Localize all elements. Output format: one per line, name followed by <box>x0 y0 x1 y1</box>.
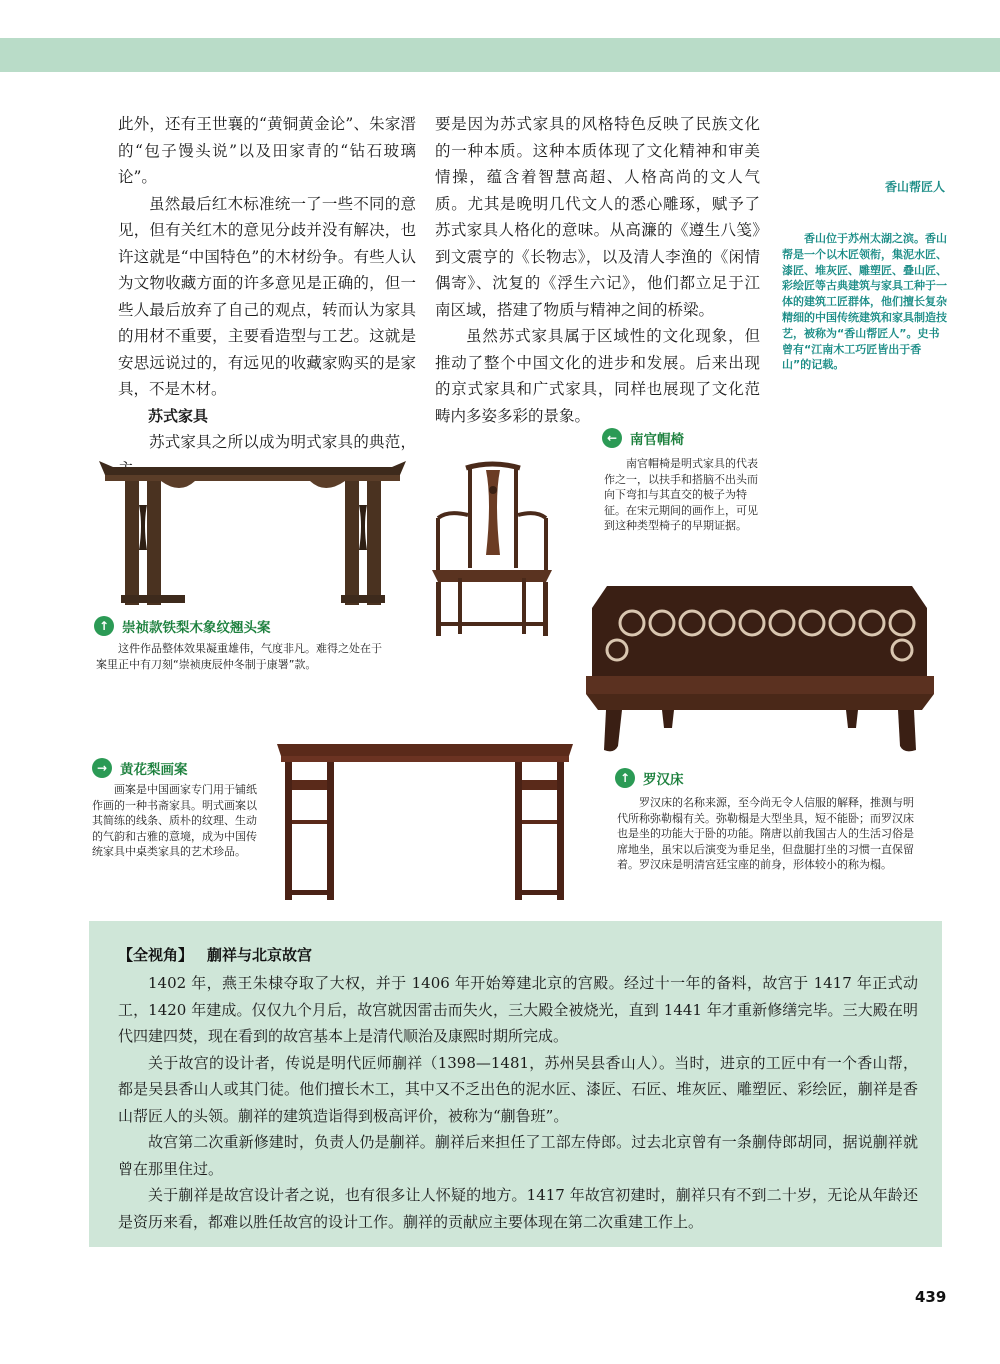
paragraph: 关于故宫的设计者，传说是明代匠师蒯祥（1398—1481，苏州吴县香山人）。当时，进京的工匠中有一个香山帮，都是吴县香山人或其门徒。他们擅长木工，其中又不乏出色的泥水匠、漆匠、石匠、堆灰匠、雕塑匠、彩绘匠，蒯祥是香山帮匠人的头领。蒯祥的建筑造诣得到极高评价，被称为“蒯鲁班”。 <box>118 1053 918 1125</box>
body-column-middle <box>435 111 760 429</box>
caption-title-painting-table: → 黄花梨画案 <box>92 758 188 778</box>
page-number: 439 <box>915 1288 947 1306</box>
arrow-up-icon: ↑ <box>94 616 114 636</box>
body-column-left <box>118 111 416 482</box>
paragraph: 要是因为苏式家具的风格特色反映了民族文化的一种本质。这种本质体现了文化精神和审美情操，蕴含着智慧高超、人格高尚的文人气质。尤其是晚明几代文人的悉心雕琢，赋予了苏式家具人格化的意味。从高濂的《遵生八笺》到文震亨的《长物志》，以及清人李渔的《闲情偶寄》、沈复的《浮生六记》，他们都立足于江南区域，搭建了物质与精神之间的桥梁。 <box>435 115 760 319</box>
caption-title-luohan-bed: ↑ 罗汉床 <box>615 768 684 788</box>
paragraph: 此外，还有王世襄的“黄铜黄金论”、朱家溍的“包子馒头说”以及田家青的“钻石玻璃论”。 <box>118 115 416 186</box>
paragraph: 故宫第二次重新修建时，负责人仍是蒯祥。蒯祥后来担任了工部左侍郎。过去北京曾有一条蒯侍郎胡同，据说蒯祥就曾在那里住过。 <box>118 1133 918 1178</box>
caption-text-luohan-bed: 罗汉床的名称来源，至今尚无令人信服的解释，推测与明代所称弥勒榻有关。弥勒榻是大型坐具，短不能卧；而罗汉床也是坐的功能大于卧的功能。隋唐以前我国古人的生活习俗是席地坐，虽宋以后演变为垂足坐，但盘腿打坐的习惯一直保留着。罗汉床是明清宫廷宝座的前身，形体较小的称为榻。 <box>617 796 914 872</box>
painting-table-photo <box>275 740 575 903</box>
arrow-up-icon: ↑ <box>615 768 635 788</box>
caption-title-altar-table: ↑ 崇祯款铁梨木象纹翘头案 <box>94 616 271 636</box>
altar-table-photo <box>95 455 410 607</box>
sidebar-title: 香山帮匠人 <box>884 180 945 194</box>
paragraph: 虽然最后红木标准统一了一些不同的意见，但有关红木的意见分歧并没有解决，也许这就是“中国特色”的木材纷争。有些人认为文物收藏方面的许多意见是正确的，但一些人最后放弃了自己的观点，转而认为家具的用材不重要，主要看造型与工艺。这就是安思远说过的，有远见的收藏家购买的是家具，不是木材。 <box>118 194 416 398</box>
paragraph: 虽然苏式家具属于区域性的文化现象，但推动了整个中国文化的进步和发展。后来出现的京式家具和广式家具，同样也展现了文化范畴内多姿多彩的景象。 <box>435 327 760 425</box>
section-heading: 苏式家具 <box>148 406 209 425</box>
paragraph: 1402 年，燕王朱棣夺取了大权，并于 1406 年开始筹建北京的宫殿。经过十一年的备料，故宫于 1417 年正式动工，1420 年建成。仅仅九个月后，故宫就因雷击而失火，三大殿全被烧光，直到 1441 年才重新修缮完毕。三大殿在明代四建四焚，现在看到的故宫基本上是清代顺治及康熙时期所完成。 <box>118 974 918 1045</box>
caption-text-altar-table: 这件作品整体效果凝重雄伟，气度非凡。难得之处在于案里正中有刀刻“崇祯庚辰仲冬制于康署”款。 <box>96 642 382 671</box>
caption-title-chair: ← 南官帽椅 <box>602 428 684 448</box>
arrow-left-icon: ← <box>602 428 622 448</box>
paragraph: 关于蒯祥是故宫设计者之说，也有很多让人怀疑的地方。1417 年故宫初建时，蒯祥只有不到二十岁，无论从年龄还是资历来看，都难以胜任故宫的设计工作。蒯祥的贡献应主要体现在第二次重建工作上。 <box>118 1186 918 1231</box>
sidebar-text: 香山位于苏州太湖之滨。香山帮是一个以木匠领衔，集泥水匠、漆匠、堆灰匠、雕塑匠、叠山匠、彩绘匠等古典建筑与家具工种于一体的建筑工匠群体，他们擅长复杂精细的中国传统建筑和家具制造技艺，被称为“香山帮匠人”。史书曾有“江南木工巧匠皆出于香山”的记载。 <box>782 232 947 372</box>
panel-title: 蒯祥与北京故宫 <box>207 946 313 964</box>
caption-text-painting-table: 画案是中国画家专门用于铺纸作画的一种书斋家具。明式画案以其简练的线条、质朴的纹理、生动的气韵和古雅的意境，成为中国传统家具中桌类家具的艺术珍品。 <box>92 783 257 859</box>
luohan-bed-photo <box>582 578 937 758</box>
arrow-right-icon: → <box>92 758 112 778</box>
panel-label: 【全视角】 <box>118 946 194 964</box>
paragraph: 苏式家具之所以成为明式家具的典范， <box>149 433 416 451</box>
header-band <box>0 38 1000 72</box>
chair-photo <box>428 460 556 638</box>
caption-text-chair: 南官帽椅是明式家具的代表作之一，以扶手和搭脑不出头而向下弯扣与其直交的柀子为特征。在宋元期间的画作上，可见到这种类型椅子的早期证据。 <box>604 457 758 533</box>
panel-body <box>118 970 918 1235</box>
panel-heading <box>118 944 312 965</box>
